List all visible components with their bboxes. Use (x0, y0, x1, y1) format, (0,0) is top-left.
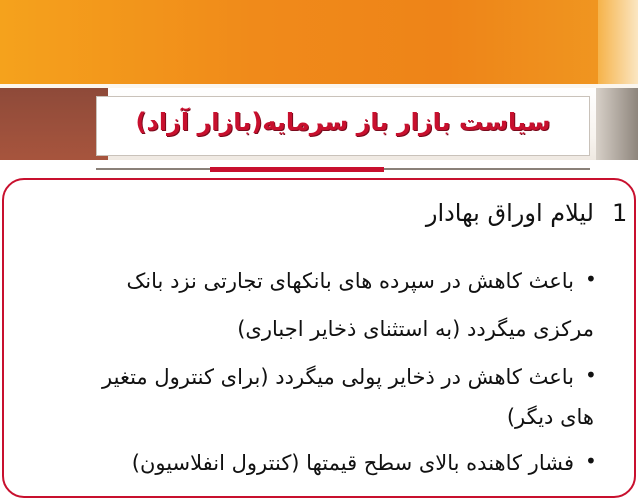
title-band-right-decor (596, 88, 638, 160)
bullet-1-marker: • (585, 267, 597, 291)
item-number: 1 (612, 199, 628, 227)
bullet-1-line-2: مرکزی میگردد (به استثنای ذخایر اجباری) (237, 317, 594, 341)
top-orange-banner (0, 0, 638, 84)
bullet-2-line-1: باعث کاهش در ذخایر پولی میگردد (برای کنترول متغیر (102, 365, 574, 389)
title-band-left-decor (0, 88, 108, 160)
bullet-2-line-2: های دیگر) (506, 405, 594, 429)
slide-title: سیاست بازار باز سرمایه(بازار آزاد) (135, 108, 551, 136)
title-accent-bar (210, 167, 384, 172)
bullet-3-marker: • (585, 449, 597, 473)
bullet-2-marker: • (585, 363, 597, 387)
bullet-3-line-1: فشار کاهنده بالای سطح قیمتها (کنترول انفلاسیون) (131, 451, 574, 475)
top-banner-fade (598, 0, 638, 84)
item-heading: لیلام اوراق بهادار (425, 199, 594, 227)
bullet-1-line-1: باعث کاهش در سپرده های بانکهای تجارتی نزد بانک (126, 269, 574, 293)
